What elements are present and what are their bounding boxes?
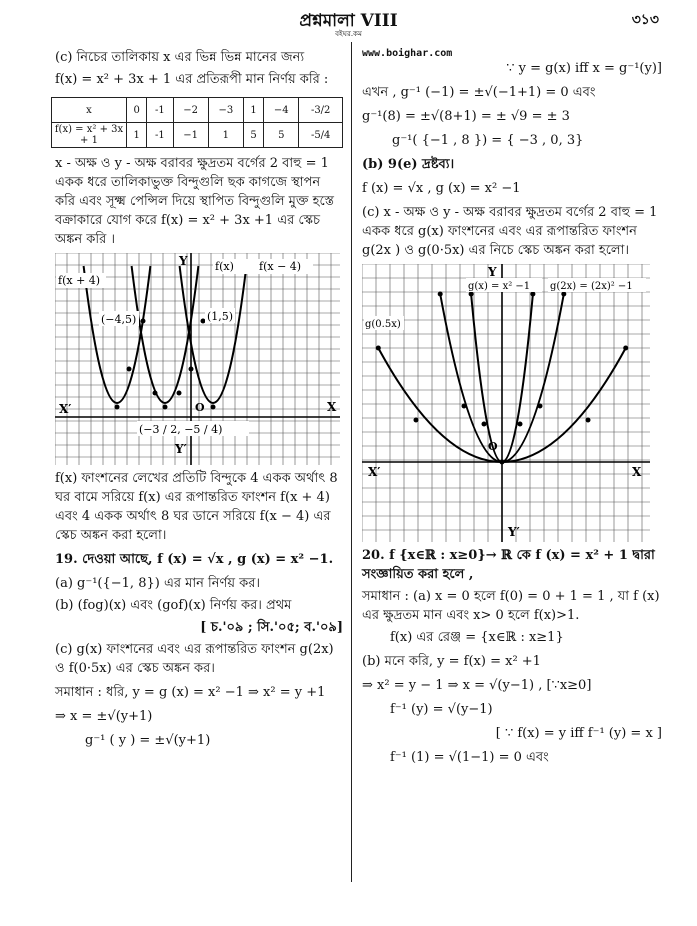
table-cell: 1: [243, 98, 263, 123]
functions-given: f (x) = √x , g (x) = x² −1: [362, 181, 521, 196]
table-cell: 1: [127, 123, 147, 148]
solution-20-value: f⁻¹ (1) = √(1−1) = 0 এবং: [390, 750, 549, 765]
table-cell: −3: [208, 98, 243, 123]
origin-label: O: [488, 440, 498, 453]
data-point: [201, 319, 206, 324]
solution-step-2: ⇒ x = ±√(y+1): [55, 709, 153, 724]
page-header: [0, 6, 697, 38]
label-f-x-plus-4: f(x + 4): [58, 274, 101, 287]
data-point: [482, 422, 487, 427]
question-19c: (c) g(x) ফাংশনের এবং এর রূপান্তরিত ফাংশন g(2x) ও f(0·5x) এর স্কেচ অঙ্কন কর।: [55, 642, 334, 676]
question-19-source: [ চ.'০৯ ; সি.'০৫; ব.'০৯]: [200, 620, 343, 635]
table-cell: -1: [147, 98, 173, 123]
graph1-explanation: f(x) ফাংশনের লেখের প্রতিটি বিন্দুকে 4 একক অর্থাৎ 8 ঘর বামে সরিয়ে f(x) এর রূপান্তরিত ফাংশন f(x + 4) এবং 4 একক অর্থাৎ 8 ঘর ডানে সরিয়ে f(x − 4) এর স্কেচ অঙ্কন করা হলো।: [55, 471, 338, 543]
y-axis-label: Y: [488, 265, 497, 279]
data-point: [469, 292, 474, 297]
origin-label: O: [195, 401, 205, 414]
data-point: [462, 404, 467, 409]
data-point: [414, 418, 419, 423]
solution-step-1: সমাধান : ধরি, y = g (x) = x² −1 ⇒ x² = y +1: [55, 685, 326, 700]
data-point: [586, 418, 591, 423]
parabola-graph-2: [362, 264, 650, 542]
table-cell: 5: [264, 123, 299, 148]
table-cell: -1: [147, 123, 173, 148]
solution-step-3: g⁻¹ ( y ) = ±√(y+1): [85, 733, 211, 748]
data-point: [538, 404, 543, 409]
g-inverse-minus-1: এখন , g⁻¹ (−1) = ±√(−1+1) = 0 এবং: [362, 85, 596, 100]
data-point: [127, 367, 132, 372]
website-watermark: www.boighar.com: [362, 48, 453, 59]
data-point: [153, 391, 158, 396]
label-f-x-minus-4: f(x − 4): [259, 260, 302, 273]
table-cell: f(x) = x² + 3x + 1: [52, 123, 127, 148]
question-19b: (b) (fog)(x) এবং (gof)(x) নির্ণয় কর। প্রথম: [55, 598, 292, 613]
data-point: [561, 292, 566, 297]
data-point: [530, 292, 535, 297]
label-g-0.5x: g(0.5x): [365, 319, 401, 330]
x-axis-neg-label: X′: [368, 465, 381, 479]
data-point: [189, 367, 194, 372]
table-cell: −4: [264, 98, 299, 123]
question-20: 20. f {x∈ℝ : x≥0}→ ℝ কে f (x) = x² + 1 দ্বারা সংজ্ঞায়িত করা হলে ,: [362, 548, 655, 582]
solution-20b: (b) মনে করি, y = f(x) = x² +1: [362, 654, 541, 669]
data-point: [438, 292, 443, 297]
point-label-minimum: (−3 / 2, −5 / 4): [139, 423, 223, 436]
table-cell: −1: [173, 123, 208, 148]
curve-f-x-minus-4: [180, 266, 247, 403]
label-f-x: f(x): [215, 260, 234, 273]
table-cell: 0: [127, 98, 147, 123]
table-cell: -3/2: [299, 98, 343, 123]
x-axis-label: X: [327, 400, 337, 414]
label-g-x: g(x) = x² −1: [468, 281, 531, 292]
plotted-points: [115, 319, 216, 410]
data-point: [500, 460, 505, 465]
inverse-definition: ∵ y = g(x) iff x = g⁻¹(y)]: [506, 61, 662, 76]
solution-20-step: ⇒ x² = y − 1 ⇒ x = √(y−1) , [∵x≥0]: [362, 678, 592, 693]
data-point: [376, 346, 381, 351]
table-cell: 5: [243, 123, 263, 148]
page-title: প্রশ্নমালা VIII: [299, 11, 398, 31]
data-point: [211, 405, 216, 410]
y-axis-neg-label: Y′: [508, 525, 520, 539]
part-c-intro: (c) নিচের তালিকায় x এর ভিন্ন ভিন্ন মানের জন্য: [55, 50, 305, 65]
solution-20a: সমাধান : (a) x = 0 হলে f(0) = 0 + 1 = 1 , যা f (x) এর ক্ষুদ্রতম মান এবং x> 0 হলে f(x)>1.: [362, 589, 660, 623]
table-cell: 1: [208, 123, 243, 148]
page-number: ৩১৩: [631, 12, 659, 28]
solution-20-range: f(x) এর রেঞ্জ = {x∈ℝ : x≥1}: [390, 630, 564, 645]
data-point: [141, 319, 146, 324]
data-point: [163, 405, 168, 410]
left-column: [55, 48, 343, 755]
y-axis-label: Y: [179, 254, 188, 268]
data-point: [115, 405, 120, 410]
g-inverse-set: g⁻¹( {−1 , 8 }) = { −3 , 0, 3}: [392, 133, 584, 148]
table-cell: x: [52, 98, 127, 123]
point-label-b: (1,5): [207, 310, 234, 323]
solution-20-inverse: f⁻¹ (y) = √(y−1): [390, 702, 493, 717]
graph2-instructions: (c) x - অক্ষ ও y - অক্ষ বরাবর ক্ষুদ্রতম বর্গের 2 বাহু = 1 একক ধরে g(x) ফাংশনের এবং এর রূপান্তরিত ফাংশন g(2x ) ও g(0·5x) এর নিচে স্কেচ অঙ্কন করা হলো।: [362, 205, 658, 258]
x-axis-label: X: [632, 465, 642, 479]
data-point: [177, 391, 182, 396]
column-divider: [351, 42, 352, 882]
table-row: [52, 98, 343, 123]
right-column: [362, 48, 662, 772]
graph1-instructions: x - অক্ষ ও y - অক্ষ বরাবর ক্ষুদ্রতম বর্গের 2 বাহু = 1 একক ধরে তালিকাভুক্ত বিন্দুগুলি ছক কাগজে স্থাপন করি এবং সূক্ষ্ম পেন্সিল দিয়ে স্থাপিত বিন্দুগুলি মুক্ত হস্তে বক্রাকারে যোগ করে f(x) = x² + 3x +1 এর স্কেচ অঙ্কন করি ।: [55, 156, 335, 247]
table-row: [52, 123, 343, 148]
part-b-reference: (b) 9(e) দ্রষ্টব্য।: [362, 157, 455, 172]
parabola-graph-1: [55, 253, 340, 465]
data-point: [518, 422, 523, 427]
data-point: [623, 346, 628, 351]
x-axis-neg-label: X′: [59, 402, 72, 416]
curve-f-x: [132, 266, 199, 403]
table-cell: −2: [173, 98, 208, 123]
page-subtitle: বইঘর.কম: [335, 30, 362, 38]
values-table: [51, 97, 343, 148]
label-g-2x: g(2x) = (2x)² −1: [550, 281, 633, 292]
y-axis-neg-label: Y′: [175, 442, 187, 456]
g-inverse-8: g⁻¹(8) = ±√(8+1) = ± √9 = ± 3: [362, 109, 570, 124]
point-label-a: (−4,5): [101, 313, 137, 326]
question-19: 19. দেওয়া আছে, f (x) = √x , g (x) = x² −1.: [55, 552, 334, 567]
solution-20-definition: [ ∵ f(x) = y iff f⁻¹ (y) = x ]: [495, 726, 662, 741]
part-c-function: f(x) = x² + 3x + 1 এর প্রতিরূপী মান নির্ণয় করি :: [55, 72, 329, 87]
table-cell: -5/4: [299, 123, 343, 148]
question-19a: (a) g⁻¹({−1, 8}) এর মান নির্ণয় কর।: [55, 576, 261, 591]
graph-grid: [362, 264, 650, 542]
